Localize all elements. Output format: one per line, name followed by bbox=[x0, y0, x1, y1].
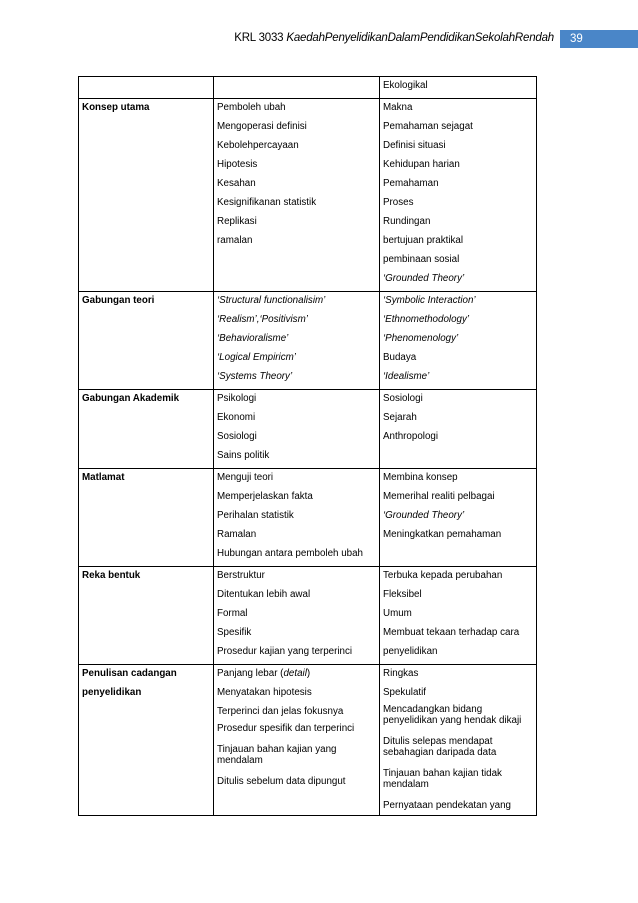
cell-line: Ditulis selepas mendapat sebahagian daripada data bbox=[383, 736, 497, 758]
cell-line: Kebolehpercayaan bbox=[217, 140, 299, 151]
cell-line: Memerihal realiti pelbagai bbox=[383, 491, 495, 502]
cell-line: Sejarah bbox=[383, 412, 417, 423]
cell-line: Tinjauan bahan kajian yang mendalam bbox=[217, 744, 337, 766]
cell-line: bertujuan praktikal bbox=[383, 235, 464, 246]
cell-line: Pemboleh ubah bbox=[217, 102, 286, 113]
cell-line: Spekulatif bbox=[383, 687, 427, 698]
cell-line: Kesahan bbox=[217, 178, 256, 189]
cell-line: Rundingan bbox=[383, 216, 431, 227]
qualitative-cell bbox=[380, 469, 537, 567]
quantitative-cell bbox=[214, 390, 380, 469]
cell-line: Formal bbox=[217, 608, 248, 619]
cell-line: Berstruktur bbox=[217, 570, 265, 581]
table-row bbox=[79, 665, 537, 816]
quantitative-cell bbox=[214, 567, 380, 665]
cell-line: Memperjelaskan fakta bbox=[217, 491, 313, 502]
cell-text bbox=[217, 78, 375, 97]
table-body bbox=[79, 77, 537, 816]
running-title bbox=[234, 32, 554, 44]
row-label-cell bbox=[79, 665, 214, 816]
cell-line: ‘Behavioralisme’ bbox=[217, 333, 289, 344]
cell-line: ‘Systems Theory’ bbox=[217, 371, 293, 382]
course-title: KaedahPenyelidikanDalamPendidikanSekolahRendah bbox=[286, 32, 554, 44]
table-row bbox=[79, 77, 537, 99]
table-cell bbox=[380, 77, 537, 99]
row-label: Gabungan teori bbox=[82, 295, 155, 306]
cell-line: Sosiologi bbox=[217, 431, 257, 442]
quantitative-cell bbox=[214, 665, 380, 816]
italic-term: detail bbox=[283, 668, 307, 679]
cell-line: Tinjauan bahan kajian tidak mendalam bbox=[383, 768, 502, 790]
cell-line: Prosedur kajian yang terperinci bbox=[217, 646, 353, 657]
row-label: Konsep utama bbox=[82, 102, 150, 113]
cell-line: Psikologi bbox=[217, 393, 257, 404]
cell-line: Perihalan statistik bbox=[217, 510, 294, 521]
cell-line: Sains politik bbox=[217, 450, 270, 461]
cell-line: ‘Symbolic Interaction’ bbox=[383, 295, 476, 306]
cell-line: Spesifik bbox=[217, 627, 252, 638]
table-row bbox=[79, 390, 537, 469]
cell-line: Hipotesis bbox=[217, 159, 258, 170]
row-label-cell bbox=[79, 567, 214, 665]
comparison-table bbox=[78, 76, 537, 816]
row-label: Penulisan cadangan bbox=[82, 668, 177, 679]
cell-line: Pemahaman bbox=[383, 178, 439, 189]
qualitative-cell bbox=[380, 99, 537, 292]
table-cell bbox=[214, 77, 380, 99]
cell-line: Replikasi bbox=[217, 216, 257, 227]
cell-line: Mengoperasi definisi bbox=[217, 121, 307, 132]
table-row bbox=[79, 469, 537, 567]
cell-line: Definisi situasi bbox=[383, 140, 446, 151]
cell-line: ‘Ethnomethodology’ bbox=[383, 314, 470, 325]
quantitative-cell bbox=[214, 292, 380, 390]
cell-line: Kehidupan harian bbox=[383, 159, 460, 170]
cell-line: Proses bbox=[383, 197, 414, 208]
cell-line: ‘Grounded Theory’ bbox=[383, 510, 465, 521]
table-cell bbox=[79, 77, 214, 99]
table-row bbox=[79, 292, 537, 390]
cell-line: Panjang lebar (detail) bbox=[217, 668, 311, 679]
cell-text bbox=[82, 78, 209, 97]
cell-line: Membina konsep bbox=[383, 472, 458, 483]
cell-line: Kesignifikanan statistik bbox=[217, 197, 317, 208]
cell-line: Ekonomi bbox=[217, 412, 256, 423]
table-row bbox=[79, 567, 537, 665]
cell-line: ‘Phenomenology’ bbox=[383, 333, 459, 344]
cell-line: Menyatakan hipotesis bbox=[217, 687, 312, 698]
cell-line: ‘Grounded Theory’ bbox=[383, 273, 465, 284]
cell-line: Sosiologi bbox=[383, 393, 423, 404]
course-code: KRL 3033 bbox=[234, 32, 284, 44]
row-label-cell bbox=[79, 469, 214, 567]
row-label: Matlamat bbox=[82, 472, 125, 483]
cell-line: Terperinci dan jelas fokusnya bbox=[217, 706, 344, 717]
cell-line: ramalan bbox=[217, 235, 253, 246]
qualitative-cell bbox=[380, 390, 537, 469]
cell-line: penyelidikan bbox=[383, 646, 438, 657]
cell-line: Ditentukan lebih awal bbox=[217, 589, 311, 600]
table-row bbox=[79, 99, 537, 292]
row-label: Gabungan Akademik bbox=[82, 393, 180, 404]
qualitative-cell bbox=[380, 567, 537, 665]
cell-line: Ditulis sebelum data dipungut bbox=[217, 776, 346, 787]
cell-line: Ramalan bbox=[217, 529, 257, 540]
row-label-cell bbox=[79, 292, 214, 390]
cell-line: ‘Realism’,‘Positivism’ bbox=[217, 314, 308, 325]
quantitative-cell bbox=[214, 99, 380, 292]
cell-line: ‘Logical Empiricm’ bbox=[217, 352, 296, 363]
cell-line: ‘Idealisme’ bbox=[383, 371, 430, 382]
cell-line: Pemahaman sejagat bbox=[383, 121, 473, 132]
qualitative-cell bbox=[380, 665, 537, 816]
cell-line: Umum bbox=[383, 608, 412, 619]
cell-line: Meningkatkan pemahaman bbox=[383, 529, 502, 540]
cell-line: ‘Structural functionalisim’ bbox=[217, 295, 326, 306]
cell-line: Mencadangkan bidang penyelidikan yang hendak dikaji bbox=[383, 704, 522, 726]
quantitative-cell bbox=[214, 469, 380, 567]
cell-line: Pernyataan pendekatan yang bbox=[383, 800, 512, 811]
cell-line: Prosedur spesifik dan terperinci bbox=[217, 723, 355, 734]
row-label-cell bbox=[79, 99, 214, 292]
page-number: 39 bbox=[560, 30, 638, 48]
cell-line: Membuat tekaan terhadap cara bbox=[383, 627, 520, 638]
cell-line: Hubungan antara pemboleh ubah bbox=[217, 548, 363, 559]
cell-line: pembinaan sosial bbox=[383, 254, 460, 265]
cell-line: Budaya bbox=[383, 352, 417, 363]
row-label: penyelidikan bbox=[82, 687, 142, 698]
cell-line: Fleksibel bbox=[383, 589, 422, 600]
cell-line: Ringkas bbox=[383, 668, 419, 679]
row-label-cell bbox=[79, 390, 214, 469]
row-label: Reka bentuk bbox=[82, 570, 141, 581]
cell-line: Menguji teori bbox=[217, 472, 274, 483]
page-header bbox=[0, 30, 638, 48]
cell-line: Anthropologi bbox=[383, 431, 439, 442]
qualitative-cell bbox=[380, 292, 537, 390]
cell-text: Ekologikal bbox=[383, 80, 428, 91]
cell-line: Makna bbox=[383, 102, 413, 113]
cell-line: Terbuka kepada perubahan bbox=[383, 570, 503, 581]
